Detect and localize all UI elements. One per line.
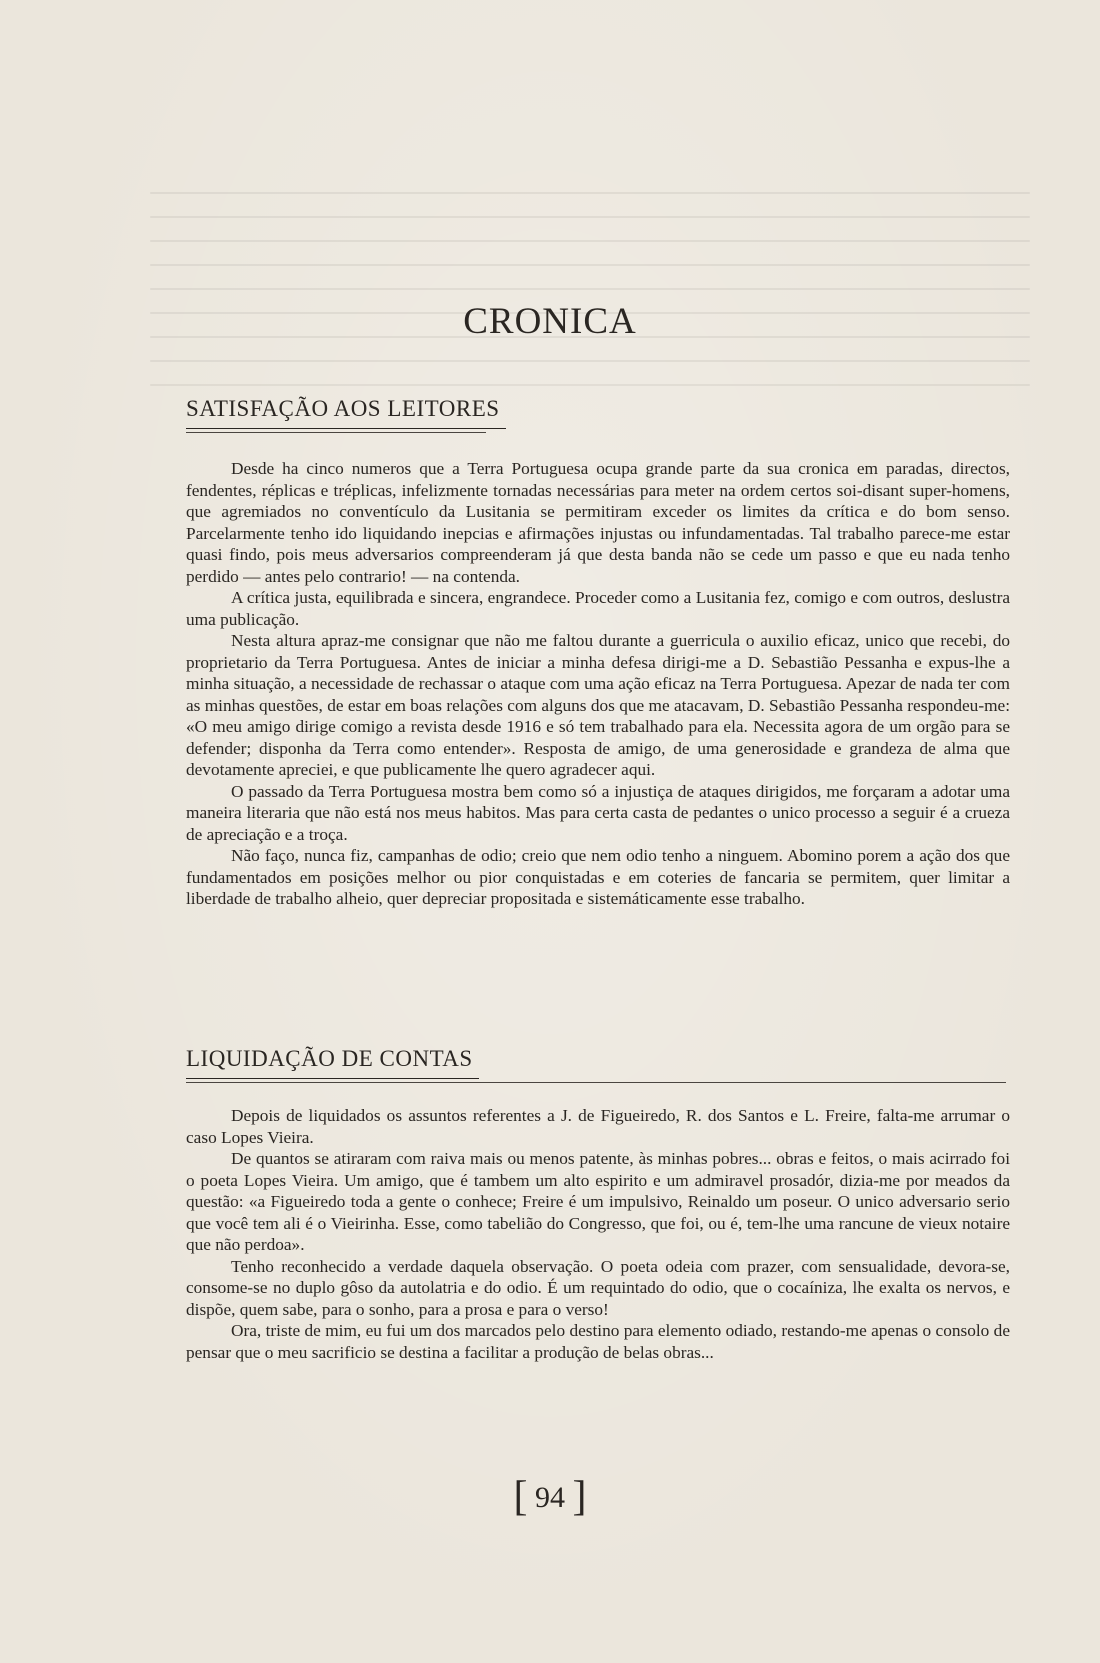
- section-body-satisfacao: [186, 458, 1010, 910]
- folio-number: 94: [535, 1481, 565, 1514]
- paragraph: Não faço, nunca fiz, campanhas de odio; creio que nem odio tenho a ninguem. Abomino porem a ação dos que fundamentados em posições melhor ou pior conquistadas e em coteries de fancaria se permitem, quer limitar a liberdade de trabalho alheio, quer depreciar propositada e sistemáticamente esse trabalho.: [186, 846, 1010, 908]
- heading-underline: [186, 432, 486, 433]
- paragraph: Depois de liquidados os assuntos referentes a J. de Figueiredo, R. dos Santos e L. Freire, falta-me arrumar o caso Lopes Vieira.: [186, 1106, 1010, 1147]
- folio-open-bracket: [: [513, 1474, 528, 1520]
- section-body-liquidacao: [186, 1105, 1010, 1363]
- paragraph: De quantos se atiraram com raiva mais ou menos patente, às minhas pobres... obras e feitos, o mais acirrado foi o poeta Lopes Vieira. Um amigo, que é tambem um alto espirito e um admiravel prosadór, dizia-me por meados da questão: «a Figueiredo toda a gente o conhece; Freire é um impulsivo, Reinaldo um poseur. O unico adversario serio que você tem ali é o Vieirinha. Esse, como tabelião do Congresso, que foi, ou é, tem-lhe uma rancune de vieux notaire que não perdoa».: [186, 1149, 1010, 1254]
- folio-close-bracket: ]: [572, 1474, 587, 1520]
- paragraph: Desde ha cinco numeros que a Terra Portuguesa ocupa grande parte da sua cronica em paradas, directos, fendentes, réplicas e tréplicas, infelizmente tornadas necessárias para meter na ordem certos soi-disant super-homens, que agremiados no conventículo da Lusitania se permitiram exceder os limites da crítica e do bom senso. Parcelarmente tenho ido liquidando inepcias e afirmações injustas ou infundamentadas. Tal trabalho parece-me estar quasi findo, pois meus adversarios compreenderam já que desta banda não se cede um passo e que eu nada tenho perdido — antes pelo contrario! — na contenda.: [186, 459, 1010, 586]
- paragraph: Ora, triste de mim, eu fui um dos marcados pelo destino para elemento odiado, restando-me apenas o consolo de pensar que o meu sacrificio se destina a facilitar a produção de belas obras...: [186, 1321, 1010, 1362]
- paragraph: O passado da Terra Portuguesa mostra bem como só a injustiça de ataques dirigidos, me forçaram a adotar uma maneira literaria que não está nos meus habitos. Mas para certa casta de pedantes o unico processo a seguir é a crueza de apreciação e a troça.: [186, 781, 1010, 844]
- paragraph: Tenho reconhecido a verdade daquela observação. O poeta odeia com prazer, com sensualidade, devora-se, consome-se no duplo gôso da autolatria e do odio. É um requintado do odio, que o cocaínizа, lhe exalta os nervos, e dispõe, quem sabe, para o sonho, para a prosa e para o verso!: [186, 1256, 1010, 1319]
- heading-underline: [186, 1082, 1006, 1083]
- page-title: CRONICA: [463, 301, 637, 342]
- paragraph: A crítica justa, equilibrada e sincera, engrandece. Proceder como a Lusitania fez, comigo e com outros, deslustra uma publicação.: [186, 588, 1010, 629]
- section-heading-satisfacao: SATISFAÇÃO AOS LEITORES: [186, 396, 500, 427]
- page-number: [0, 1470, 1100, 1518]
- paragraph: Nesta altura apraz-me consignar que não me faltou durante a guerricula o auxilio eficaz, unico que recebi, do proprietario da Terra Portuguesa. Antes de iniciar a minha defesa dirigi-me a D. Sebastião Pessanha e expus-lhe a minha situação, a necessidade de rechassar o ataque com uma ação eficaz na Terra Portuguesa. Apezar de nada ter com as minhas questões, de estar em boas relações com alguns dos que me atacavam, D. Sebastião Pessanha respondeu-me: «O meu amigo dirige comigo a revista desde 1916 e só tem trabalhado para ela. Necessita agora de um orgão para se defender; disponha da Terra como entender». Resposta de amigo, de uma generosidade e grandeza de alma que devotamente apreciei, e que publicamente lhe quero agradecer aqui.: [186, 631, 1010, 779]
- section-heading-liquidacao: LIQUIDAÇÃO DE CONTAS: [186, 1046, 473, 1077]
